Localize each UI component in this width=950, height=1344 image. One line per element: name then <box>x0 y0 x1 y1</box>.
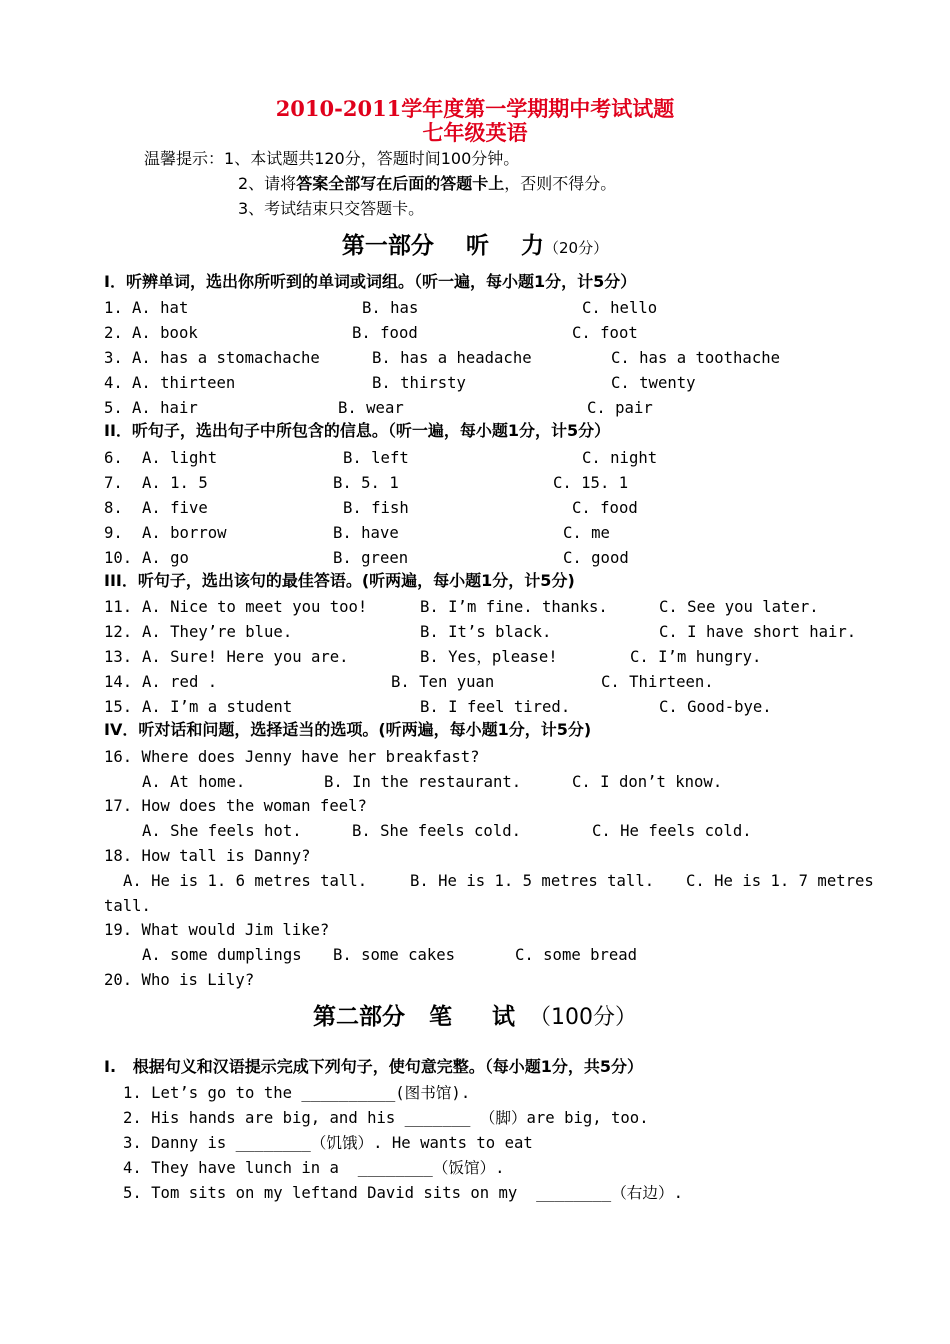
question-options-continued: tall. <box>104 897 151 915</box>
written-section-1-heading: I. 根据句义和汉语提示完成下列句子，使句意完整。（每小题1分，共5分） <box>104 1057 644 1076</box>
question-number: 4. <box>104 374 123 392</box>
answer-option-c: C. good <box>563 549 629 567</box>
answer-option-c: C. night <box>582 449 658 467</box>
answer-option-a: A. light <box>142 449 218 467</box>
fill-in-item: 1. Let’s go to the __________(图书馆). <box>123 1084 471 1102</box>
question-stem: 19. What would Jim like? <box>104 921 330 939</box>
answer-option-a: A. hair <box>132 399 198 417</box>
answer-option-b: B. He is 1. 5 metres tall. <box>410 872 655 890</box>
question-stem: 20. Who is Lily? <box>104 971 255 989</box>
answer-option-a: A. He is 1. 6 metres tall. <box>123 872 368 890</box>
answer-option-c: C. He feels cold. <box>592 822 752 840</box>
tip-line-1 <box>144 149 519 169</box>
question-number: 3. <box>104 349 123 367</box>
fill-in-item: 2. His hands are big, and his _______ （脚）are big, too. <box>123 1109 649 1127</box>
answer-option-a: A. go <box>142 549 189 567</box>
question-number: 10. <box>104 549 133 567</box>
exam-subtitle: 七年级英语 <box>422 120 528 145</box>
part-two-heading: 第二部分 笔 试 （100分） <box>312 1004 638 1030</box>
question-number: 14. <box>104 673 133 691</box>
answer-option-a: A. thirteen <box>132 374 236 392</box>
answer-option-c: C. I have short hair. <box>659 623 857 641</box>
answer-option-a: A. Nice to meet you too! <box>142 598 368 616</box>
answer-option-c: C. Good-bye. <box>659 698 772 716</box>
fill-in-item: 4. They have lunch in a ________（饭馆）. <box>123 1159 505 1177</box>
answer-option-c: C. pair <box>587 399 653 417</box>
answer-option-c: C. He is 1. 7 metres <box>686 872 874 890</box>
answer-option-b: B. food <box>352 324 418 342</box>
answer-option-c: C. See you later. <box>659 598 819 616</box>
section-4-heading: IV．听对话和问题，选择适当的选项。(听两遍，每小题1分，计5分) <box>104 720 592 739</box>
question-number: 5. <box>104 399 123 417</box>
question-number: 2. <box>104 324 123 342</box>
answer-option-c: C. some bread <box>515 946 638 964</box>
question-number: 11. <box>104 598 133 616</box>
answer-option-b: B. Yes，please! <box>420 648 558 666</box>
answer-option-a: A. They’re blue. <box>142 623 293 641</box>
answer-option-c: C. has a toothache <box>611 349 780 367</box>
question-stem: 18. How tall is Danny? <box>104 847 311 865</box>
answer-option-b: B. has <box>362 299 419 317</box>
answer-option-c: C. Thirteen. <box>601 673 714 691</box>
section-1-heading: I．听辨单词，选出你所听到的单词或词组。（听一遍，每小题1分，计5分） <box>104 272 637 291</box>
answer-option-a: A. I’m a student <box>142 698 293 716</box>
question-stem: 17. How does the woman feel? <box>104 797 367 815</box>
answer-option-b: B. In the restaurant. <box>324 773 522 791</box>
part-two-points: （100分） <box>515 1005 638 1030</box>
answer-option-b: B. has a headache <box>372 349 532 367</box>
answer-option-b: B. have <box>333 524 399 542</box>
answer-option-a: A. hat <box>132 299 189 317</box>
answer-option-b: B. 5. 1 <box>333 474 399 492</box>
section-2-heading: II．听句子，选出句子中所包含的信息。（听一遍，每小题1分，计5分） <box>104 421 611 440</box>
answer-option-b: B. thirsty <box>372 374 466 392</box>
answer-option-c: C. foot <box>572 324 638 342</box>
exam-title: 2010-2011学年度第一学期期中考试试题 <box>275 96 675 121</box>
answer-option-b: B. Ten yuan <box>391 673 495 691</box>
answer-option-c: C. 15. 1 <box>553 474 629 492</box>
answer-option-b: B. I feel tired. <box>420 698 571 716</box>
question-number: 12. <box>104 623 133 641</box>
answer-option-b: B. left <box>343 449 409 467</box>
answer-option-b: B. fish <box>343 499 409 517</box>
part-one-points: （20分） <box>543 239 609 257</box>
answer-option-c: C. hello <box>582 299 658 317</box>
question-number: 6. <box>104 449 123 467</box>
answer-option-c: C. I don’t know. <box>572 773 723 791</box>
tip-1: 1、本试题共120分，答题时间100分钟。 <box>224 149 520 168</box>
answer-option-a: A. Sure! Here you are. <box>142 648 349 666</box>
fill-in-item: 5. Tom sits on my leftand David sits on my ________（右边）. <box>123 1184 683 1202</box>
answer-option-a: A. has a stomachache <box>132 349 320 367</box>
question-number: 7. <box>104 474 123 492</box>
tip-label: 温馨提示： <box>144 149 225 168</box>
answer-option-a: A. book <box>132 324 198 342</box>
answer-option-c: C. food <box>572 499 638 517</box>
answer-option-b: B. wear <box>338 399 404 417</box>
part-one-heading: 第一部分 听 力（20分） <box>341 233 609 259</box>
answer-option-a: A. She feels hot. <box>142 822 302 840</box>
fill-in-item: 3. Danny is ________（饥饿）. He wants to eat <box>123 1134 533 1152</box>
answer-option-b: B. It’s black. <box>420 623 552 641</box>
question-number: 15. <box>104 698 133 716</box>
section-3-heading: III．听句子，选出该句的最佳答语。(听两遍，每小题1分，计5分) <box>104 571 575 590</box>
answer-option-b: B. some cakes <box>333 946 456 964</box>
answer-option-c: C. twenty <box>611 374 696 392</box>
answer-option-a: A. borrow <box>142 524 227 542</box>
question-number: 1. <box>104 299 123 317</box>
answer-option-b: B. I’m fine. thanks. <box>420 598 608 616</box>
question-number: 8. <box>104 499 123 517</box>
answer-option-a: A. red . <box>142 673 218 691</box>
answer-option-a: A. 1. 5 <box>142 474 208 492</box>
answer-option-a: A. At home. <box>142 773 246 791</box>
answer-option-a: A. some dumplings <box>142 946 302 964</box>
answer-option-a: A. five <box>142 499 208 517</box>
tip-line-3: 3、考试结束只交答题卡。 <box>238 199 425 218</box>
answer-option-b: B. green <box>333 549 409 567</box>
tip-line-2: 2、请将答案全部写在后面的答题卡上，否则不得分。 <box>238 174 617 193</box>
question-stem: 16. Where does Jenny have her breakfast? <box>104 748 480 766</box>
question-number: 13. <box>104 648 133 666</box>
tip-emphasis: 答案全部写在后面的答题卡上 <box>296 174 505 193</box>
answer-option-c: C. me <box>563 524 610 542</box>
answer-option-c: C. I’m hungry. <box>630 648 762 666</box>
answer-option-b: B. She feels cold. <box>352 822 521 840</box>
question-number: 9. <box>104 524 123 542</box>
